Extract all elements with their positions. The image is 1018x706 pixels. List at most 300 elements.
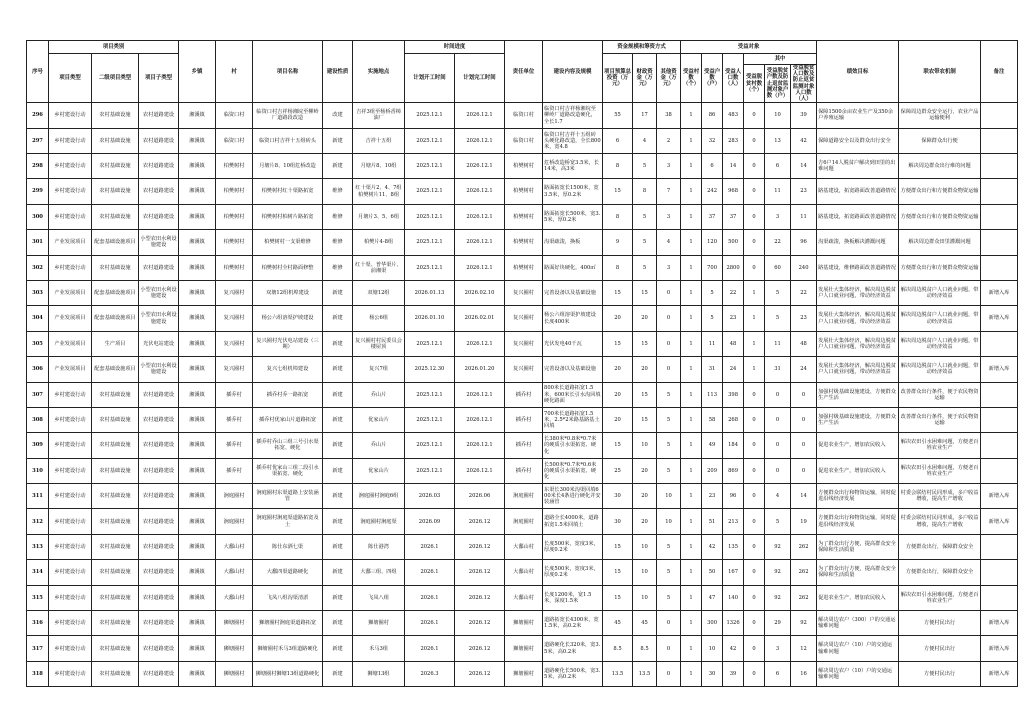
start-time-cell: 2026.1 [405,585,455,610]
header-responsible: 责任单位 [505,41,543,103]
remark-cell [981,534,1018,559]
other-funds-cell: 5 [657,382,681,407]
poor-people-cell: 96 [791,230,817,255]
table-row [27,255,1018,280]
linkage-cell: 改善群众出行条件，便于农民物资运输 [899,382,981,407]
poor-households-cell: 60 [765,255,791,280]
end-time-cell: 2026.12 [455,661,505,686]
header-poor-people: 受益脱贫人口数及防止返贫监测对象人口数（人） [791,65,817,103]
benefit-people-cell: 167 [723,560,744,585]
budget-total-cell: 15 [603,280,633,305]
table-row [27,484,1018,509]
town-cell: 湘溪镇 [179,433,216,458]
project-name-cell: 涧庭圈村东渠道路上安装涵管 [253,484,323,509]
performance-cell: 路基建设，拓宽路面改善道路情况 [817,204,899,229]
benefit-households-cell: 10 [702,636,723,661]
location-cell: 狮塘13组 [353,661,405,686]
seq-cell: 306 [27,357,49,382]
poor-households-cell: 11 [765,331,791,356]
benefit-households-cell: 32 [702,128,723,153]
budget-total-cell: 15 [603,560,633,585]
linkage-cell: 方便群众出行，保障群众安全 [899,534,981,559]
town-cell: 湘溪镇 [179,255,216,280]
table-row [27,636,1018,661]
poor-people-cell: 240 [791,255,817,280]
town-cell: 湘溪镇 [179,204,216,229]
benefit-villages-cell: 1 [681,357,702,382]
project-type-cell: 乡村建设行动 [49,382,92,407]
benefit-households-cell: 300 [702,611,723,636]
town-cell: 湘溪镇 [179,534,216,559]
project-type-cell: 乡村建设行动 [49,534,92,559]
location-cell: 乔山片 [353,382,405,407]
project-type-cell: 乡村建设行动 [49,611,92,636]
header-performance: 绩效目标 [817,41,899,103]
build-nature-cell: 新建 [323,306,353,331]
poor-people-cell: 0 [791,433,817,458]
poor-people-cell: 16 [791,661,817,686]
responsible-cell: 柏樊树村 [505,255,543,280]
end-time-cell: 2026.12.1 [455,179,505,204]
budget-total-cell: 15 [603,534,633,559]
level2-type-cell: 农村基础设施 [92,154,139,179]
benefit-villages-cell: 1 [681,128,702,153]
project-name-cell: 柏樊树村红十渠路拓宽 [253,179,323,204]
header-project-name: 项目名称 [253,41,323,103]
poor-villages-cell: 0 [744,585,765,610]
budget-total-cell: 55 [603,103,633,128]
benefit-villages-cell: 1 [681,179,702,204]
benefit-people-cell: 135 [723,534,744,559]
table-row [27,357,1018,382]
benefit-people-cell: 184 [723,433,744,458]
content-scale-cell: 路面好块硬化，400㎡ [543,255,603,280]
build-nature-cell: 维修 [323,255,353,280]
benefit-households-cell: 30 [702,661,723,686]
content-scale-cell: 长度1200米，宽1.5米，深度1.5米 [543,585,603,610]
responsible-cell: 大鄱山村 [505,585,543,610]
poor-households-cell: 92 [765,560,791,585]
budget-total-cell: 25 [603,458,633,483]
seq-cell: 316 [27,611,49,636]
level2-type-cell: 农村基础设施 [92,458,139,483]
content-scale-cell: 东渠长300米沟渠回填600米长4条进行硬化并安装涵管 [543,484,603,509]
subtype-cell: 小型农田水利设施建设 [139,357,179,382]
benefit-households-cell: 6 [702,154,723,179]
build-nature-cell: 新建 [323,458,353,483]
seq-cell: 317 [27,636,49,661]
content-scale-cell: 700米长道路拓宽1.5米，2.5*2米路基路基土回填 [543,407,603,432]
end-time-cell: 2026.12.1 [455,458,505,483]
build-nature-cell: 新建 [323,331,353,356]
town-cell: 湘溪镇 [179,280,216,305]
header-budget-total: 项目预算总投资（万元） [603,54,633,103]
location-cell: 复兴7组 [353,357,405,382]
seq-cell: 309 [27,433,49,458]
level2-type-cell: 农村基础设施 [92,661,139,686]
poor-villages-cell: 0 [744,255,765,280]
village-cell: 临资口村 [216,128,253,153]
other-funds-cell: 5 [657,433,681,458]
subtype-cell: 光伏电站建设 [139,331,179,356]
poor-households-cell: 0 [765,382,791,407]
fiscal-cell: 10 [633,560,657,585]
build-nature-cell: 新建 [323,280,353,305]
responsible-cell: 柏樊树村 [505,204,543,229]
table-row [27,509,1018,534]
performance-cell: 路基建设，拓宽路面改善道路情况 [817,179,899,204]
benefit-people-cell: 24 [723,357,744,382]
end-time-cell: 2026.12.1 [455,154,505,179]
poor-people-cell: 39 [791,103,817,128]
benefit-households-cell: 50 [702,560,723,585]
header-benefit-villages: 受益村数（个） [681,54,702,103]
project-table [26,40,1018,687]
poor-people-cell: 14 [791,154,817,179]
project-name-cell: 复兴七组机埠建设 [253,357,323,382]
location-cell: 吉祥3组至杨桥香樟油厂 [353,103,405,128]
responsible-cell: 插乔村 [505,382,543,407]
fiscal-cell: 8.5 [633,636,657,661]
table-row [27,534,1018,559]
level2-type-cell: 农村基础设施 [92,407,139,432]
remark-cell: 新增入库 [981,636,1018,661]
poor-people-cell: 24 [791,357,817,382]
project-type-cell: 乡村建设行动 [49,585,92,610]
project-type-cell: 乡村建设行动 [49,407,92,432]
remark-cell [981,560,1018,585]
budget-total-cell: 8 [603,204,633,229]
fiscal-cell: 17 [633,103,657,128]
subtype-cell: 农村道路建设 [139,382,179,407]
village-cell: 大鄱山村 [216,585,253,610]
end-time-cell: 2026.12.1 [455,407,505,432]
budget-total-cell: 15 [603,331,633,356]
end-time-cell: 2026.12.1 [455,128,505,153]
poor-villages-cell: 0 [744,382,765,407]
header-level2-type: 二级项目类型 [92,54,139,103]
village-cell: 涧庭圈村 [216,484,253,509]
start-time-cell: 2026.1 [405,560,455,585]
poor-households-cell: 0 [765,433,791,458]
header-poor-villages: 受益脱贫村数（个） [744,65,765,103]
fiscal-cell: 20 [633,357,657,382]
project-type-cell: 乡村建设行动 [49,103,92,128]
other-funds-cell: 7 [657,179,681,204]
performance-cell: 为了群众出行方便，提高群众安全保障和生活质量 [817,560,899,585]
budget-total-cell: 9 [603,230,633,255]
town-cell: 湘溪镇 [179,382,216,407]
performance-cell: 路基建设，维修路面改善道路情况 [817,255,899,280]
town-cell: 湘溪镇 [179,484,216,509]
level2-type-cell: 农村基础设施 [92,204,139,229]
subtype-cell: 农村道路建设 [139,204,179,229]
level2-type-cell: 农村基础设施 [92,103,139,128]
benefit-villages-cell: 1 [681,331,702,356]
responsible-cell: 复兴圈村 [505,306,543,331]
performance-cell: 方便群众出行和物资运输，同时促进沿线经济发展 [817,509,899,534]
project-name-cell: 狮塘圈村涧庭渠道路拓宽 [253,611,323,636]
performance-cell: 解决周边农户（10）户的交通运输难问题 [817,661,899,686]
start-time-cell: 2025.12.1 [405,103,455,128]
poor-villages-cell: 1 [744,331,765,356]
other-funds-cell: 10 [657,509,681,534]
subtype-cell: 农村道路建设 [139,179,179,204]
village-cell: 涧庭圈村 [216,509,253,534]
poor-villages-cell: 0 [744,230,765,255]
remark-cell [981,128,1018,153]
benefit-people-cell: 22 [723,280,744,305]
poor-households-cell: 0 [765,458,791,483]
responsible-cell: 柏樊树村 [505,154,543,179]
benefit-villages-cell: 1 [681,484,702,509]
linkage-cell: 方便群众出行和方便群众物资运输 [899,204,981,229]
seq-cell: 304 [27,306,49,331]
subtype-cell: 农村道路建设 [139,407,179,432]
poor-households-cell: 29 [765,611,791,636]
poor-villages-cell: 0 [744,154,765,179]
fiscal-cell: 20 [633,306,657,331]
town-cell: 湘溪镇 [179,154,216,179]
fiscal-cell: 15 [633,382,657,407]
table-row [27,128,1018,153]
performance-cell: 方便群众出行和物资运输，同时促进沿线经济发展 [817,484,899,509]
content-scale-cell: 长380米*0.8米*0.7米的硬质引水渠拓宽、硬化 [543,433,603,458]
town-cell: 湘溪镇 [179,306,216,331]
start-time-cell: 2026.01.13 [405,280,455,305]
poor-people-cell: 42 [791,128,817,153]
location-cell: 优家山片 [353,407,405,432]
level2-type-cell: 农村基础设施 [92,179,139,204]
budget-total-cell: 20 [603,407,633,432]
poor-villages-cell: 0 [744,611,765,636]
level2-type-cell: 农村基础设施 [92,382,139,407]
subtype-cell: 农村道路建设 [139,433,179,458]
content-scale-cell: 路面拓宽长1500米，宽3.5米，厚0.2米 [543,179,603,204]
remark-cell [981,154,1018,179]
remark-cell [981,255,1018,280]
start-time-cell: 2025.12.1 [405,407,455,432]
benefit-households-cell: 37 [702,204,723,229]
fiscal-cell: 15 [633,331,657,356]
project-name-cell: 涧庭圈村涧庭渠道路拓宽及土 [253,509,323,534]
fiscal-cell: 5 [633,255,657,280]
remark-cell [981,458,1018,483]
poor-villages-cell: 0 [744,509,765,534]
table-row [27,661,1018,686]
performance-cell: 发展壮大集体经济，解决周边脱贫户人口就业问题，带动经济效益 [817,280,899,305]
other-funds-cell: 5 [657,407,681,432]
other-funds-cell: 3 [657,204,681,229]
project-type-cell: 乡村建设行动 [49,204,92,229]
seq-cell: 301 [27,230,49,255]
level2-type-cell: 配套基础设施项目 [92,280,139,305]
project-sheet [26,40,1010,687]
seq-cell: 298 [27,154,49,179]
remark-cell: 新增入库 [981,484,1018,509]
responsible-cell: 狮塘圈村 [505,661,543,686]
responsible-cell: 大鄱山村 [505,560,543,585]
table-body [27,103,1018,687]
location-cell: 吉祥十五组 [353,128,405,153]
village-cell: 柏樊树村 [216,255,253,280]
village-cell: 插乔村 [216,407,253,432]
benefit-households-cell: 49 [702,433,723,458]
start-time-cell: 2025.12.1 [405,128,455,153]
budget-total-cell: 20 [603,306,633,331]
linkage-cell: 解决农田引水困难问题，方便老百姓农业生产 [899,585,981,610]
project-name-cell: 飞凤八组沟渠清淤 [253,585,323,610]
build-nature-cell: 新建 [323,382,353,407]
level2-type-cell: 农村基础设施 [92,611,139,636]
other-funds-cell: 5 [657,560,681,585]
header-poor-households: 受益脱贫户数及防止返贫监测对象户数（户） [765,65,791,103]
poor-people-cell: 0 [791,458,817,483]
seq-cell: 303 [27,280,49,305]
poor-people-cell: 22 [791,280,817,305]
performance-cell: 沟渠疏浚，换板解决灌溉问题 [817,230,899,255]
remark-cell [981,179,1018,204]
responsible-cell: 临资口村 [505,128,543,153]
responsible-cell: 柏樊树村 [505,230,543,255]
project-type-cell: 产业发展项目 [49,306,92,331]
budget-total-cell: 15 [603,585,633,610]
responsible-cell: 涧庭圈村 [505,484,543,509]
table-row [27,280,1018,305]
fiscal-cell: 5 [633,154,657,179]
seq-cell: 311 [27,484,49,509]
poor-villages-cell: 0 [744,484,765,509]
level2-type-cell: 配套基础设施项目 [92,230,139,255]
linkage-cell: 方便村民出行 [899,611,981,636]
village-cell: 复兴圈村 [216,357,253,382]
poor-villages-cell: 0 [744,636,765,661]
level2-type-cell: 农村基础设施 [92,534,139,559]
other-funds-cell: 3 [657,255,681,280]
poor-households-cell: 5 [765,280,791,305]
remark-cell [981,230,1018,255]
responsible-cell: 复兴圈村 [505,280,543,305]
fiscal-cell: 10 [633,585,657,610]
benefit-households-cell: 120 [702,230,723,255]
project-name-cell: 临资口村吉祥十五组砖头 [253,128,323,153]
poor-villages-cell: 0 [744,128,765,153]
village-cell: 插乔村 [216,458,253,483]
other-funds-cell: 0 [657,306,681,331]
seq-cell: 297 [27,128,49,153]
seq-cell: 310 [27,458,49,483]
header-subtype: 项目子类型 [139,54,179,103]
project-type-cell: 乡村建设行动 [49,433,92,458]
poor-households-cell: 11 [765,179,791,204]
poor-households-cell: 3 [765,204,791,229]
table-row [27,382,1018,407]
town-cell: 湘溪镇 [179,458,216,483]
subtype-cell: 农村道路建设 [139,509,179,534]
benefit-villages-cell: 1 [681,382,702,407]
benefit-people-cell: 48 [723,331,744,356]
benefit-households-cell: 700 [702,255,723,280]
poor-households-cell: 92 [765,585,791,610]
build-nature-cell: 维修 [323,204,353,229]
end-time-cell: 2026.06 [455,484,505,509]
linkage-cell: 方便村民出行 [899,661,981,686]
build-nature-cell: 新建 [323,433,353,458]
end-time-cell: 2026.12 [455,636,505,661]
project-name-cell: 柏樊树村一支渠维修 [253,230,323,255]
responsible-cell: 涧庭圈村 [505,509,543,534]
fiscal-cell: 4 [633,128,657,153]
location-cell: 红十渠、普华渠片、前湘渠 [353,255,405,280]
header-schedule: 时间进度 [405,41,505,54]
performance-cell: 为了群众出行方便，提高群众安全保障和生活质量 [817,534,899,559]
benefit-people-cell: 483 [723,103,744,128]
start-time-cell: 2026.09 [405,509,455,534]
poor-households-cell: 4 [765,484,791,509]
project-type-cell: 乡村建设行动 [49,255,92,280]
poor-people-cell: 12 [791,636,817,661]
content-scale-cell: 长500米*0.7米*0.6米的硬质引水渠拓宽、硬化 [543,458,603,483]
start-time-cell: 2026.1 [405,534,455,559]
poor-villages-cell: 0 [744,103,765,128]
village-cell: 狮塘圈村 [216,661,253,686]
performance-cell: 解决周边农户（10）户的交通运输难问题 [817,636,899,661]
other-funds-cell: 0 [657,331,681,356]
location-cell: 杨公6组 [353,306,405,331]
location-cell: 陈仕港湾 [353,534,405,559]
benefit-people-cell: 968 [723,179,744,204]
build-nature-cell: 新建 [323,636,353,661]
project-type-cell: 乡村建设行动 [49,509,92,534]
start-time-cell: 2026.1 [405,611,455,636]
benefit-households-cell: 42 [702,534,723,559]
location-cell: 双塘12组 [353,280,405,305]
poor-households-cell: 5 [765,306,791,331]
build-nature-cell: 新建 [323,661,353,686]
benefit-villages-cell: 1 [681,661,702,686]
budget-total-cell: 20 [603,382,633,407]
start-time-cell: 2026.03 [405,484,455,509]
linkage-cell: 方便村民出行 [899,636,981,661]
location-cell: 涧庭圈村涧庭6组 [353,484,405,509]
start-time-cell: 2025.12.1 [405,255,455,280]
fiscal-cell: 5 [633,230,657,255]
seq-cell: 300 [27,204,49,229]
build-nature-cell: 新建 [323,560,353,585]
project-type-cell: 产业发展项目 [49,280,92,305]
benefit-households-cell: 86 [702,103,723,128]
linkage-cell: 解决周边脱贫户人口就业问题，带动经济效益 [899,331,981,356]
responsible-cell: 大鄱山村 [505,534,543,559]
level2-type-cell: 生产项目 [92,331,139,356]
village-cell: 大鄱山村 [216,560,253,585]
project-type-cell: 产业发展项目 [49,331,92,356]
location-cell: 大鄱三组、四组 [353,560,405,585]
benefit-villages-cell: 1 [681,636,702,661]
start-time-cell: 2025.12.1 [405,204,455,229]
benefit-villages-cell: 1 [681,154,702,179]
header-village: 村 [216,41,253,103]
project-name-cell: 狮塘圈村狮塘13组道路硬化 [253,661,323,686]
linkage-cell: 解决周边脱贫户人口就业问题，带动经济效益 [899,280,981,305]
location-cell: 复兴圈村村民委员会楼屋顶 [353,331,405,356]
performance-cell: 发展壮大集体经济，解决周边脱贫户人口就业问题，带动经济效益 [817,331,899,356]
table-row [27,458,1018,483]
seq-cell: 299 [27,179,49,204]
subtype-cell: 农村道路建设 [139,255,179,280]
content-scale-cell: 危桥改造桥宽3.5米，长14米，高3米 [543,154,603,179]
responsible-cell: 复兴圈村 [505,331,543,356]
